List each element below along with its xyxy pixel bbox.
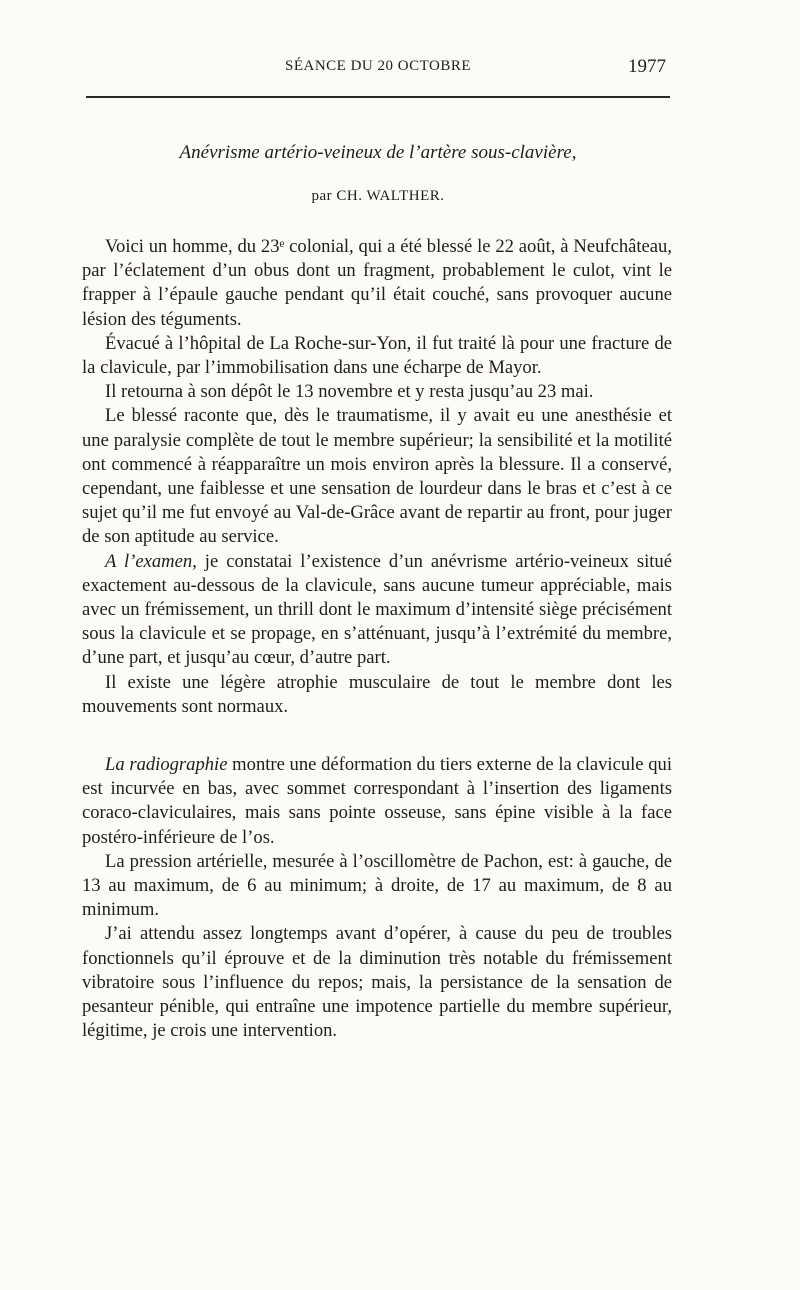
paragraph	[82, 332, 672, 380]
paragraph	[82, 235, 672, 332]
paragraph	[82, 753, 672, 850]
paragraph-text: Voici un homme, du 23ᵉ colonial, qui a été blessé le 22 août, à Neufchâteau, par l’éclatement d’un obus dont un fragment, probablement le culot, vint le frapper à l’épaule gauche pendant qu’il était couché, sans provoquer aucune lésion des téguments.	[82, 236, 672, 330]
article-title: Anévrisme artério-veineux de l’artère sous-clavière,	[179, 142, 577, 163]
paragraph	[82, 671, 672, 719]
paragraph-text: J’ai attendu assez longtemps avant d’opérer, à cause du peu de troubles fonctionnels qu’il éprouve et de la diminution très notable du frémissement vibratoire sous l’influence du repos; mais, la persistance de la sensation de pesanteur pénible, qui entraîne une impotence partielle du membre supérieur, légitime, je crois une intervention.	[82, 923, 672, 1042]
running-head: SÉANCE DU 20 OCTOBRE	[285, 58, 471, 74]
paragraph	[82, 380, 672, 404]
paragraph-lead: A l’examen,	[105, 550, 197, 572]
paragraph	[82, 404, 672, 549]
paragraph-text: Évacué à l’hôpital de La Roche-sur-Yon, il fut traité là pour une fracture de la clavicule, par l’immobilisation dans une écharpe de Mayor.	[82, 332, 672, 379]
paragraph	[82, 850, 672, 923]
paragraph-text: je constatai l’existence d’un anévrisme artério-veineux situé exactement au-dessous de la clavicule, sans aucune tumeur appréciable, mais avec un frémissement, un thrill dont le maximum d’intensité siège précisément sous la clavicule et se propage, en s’atténuant, jusqu’à l’extrémité du membre, d’une part, et jusqu’au cœur, d’autre part.	[82, 550, 672, 669]
paragraph-text: La pression artérielle, mesurée à l’oscillomètre de Pachon, est: à gauche, de 13 au maximum, de 6 au minimum; à droite, de 17 au maximum, de 8 au minimum.	[82, 850, 672, 921]
paragraph	[82, 922, 672, 1043]
page-number: 1977	[628, 56, 666, 77]
article-author: par CH. WALTHER.	[311, 188, 445, 204]
paragraph-lead: La radiographie	[105, 754, 228, 776]
paragraph-text: montre une déformation du tiers externe de la clavicule qui est incurvée en bas, avec sommet correspondant à l’insertion des ligaments coraco-claviculaires, mais sans pointe osseuse, sans épine visible à la face postéro-inférieure de l’os.	[82, 754, 672, 848]
paragraph-text: Le blessé raconte que, dès le traumatisme, il y avait eu une anesthésie et une paralysie complète de tout le membre supérieur; la sensibilité et la motilité ont commencé à réapparaître un mois environ après la blessure. Il a conservé, cependant, une faiblesse et une sensation de lourdeur dans le bras et c’est à ce sujet qu’il me fut envoyé au Val-de-Grâce avant de repartir au front, pour juger de son aptitude au service.	[82, 405, 672, 548]
paragraph-text: Il existe une légère atrophie musculaire de tout le membre dont les mouvements sont normaux.	[82, 671, 672, 717]
article-body	[82, 235, 672, 1044]
paragraph-text: Il retourna à son dépôt le 13 novembre et y resta jusqu’au 23 mai.	[105, 381, 594, 403]
paragraph	[82, 550, 672, 671]
header-rule	[86, 96, 670, 98]
page-header	[86, 58, 670, 86]
article-heading	[86, 140, 670, 205]
